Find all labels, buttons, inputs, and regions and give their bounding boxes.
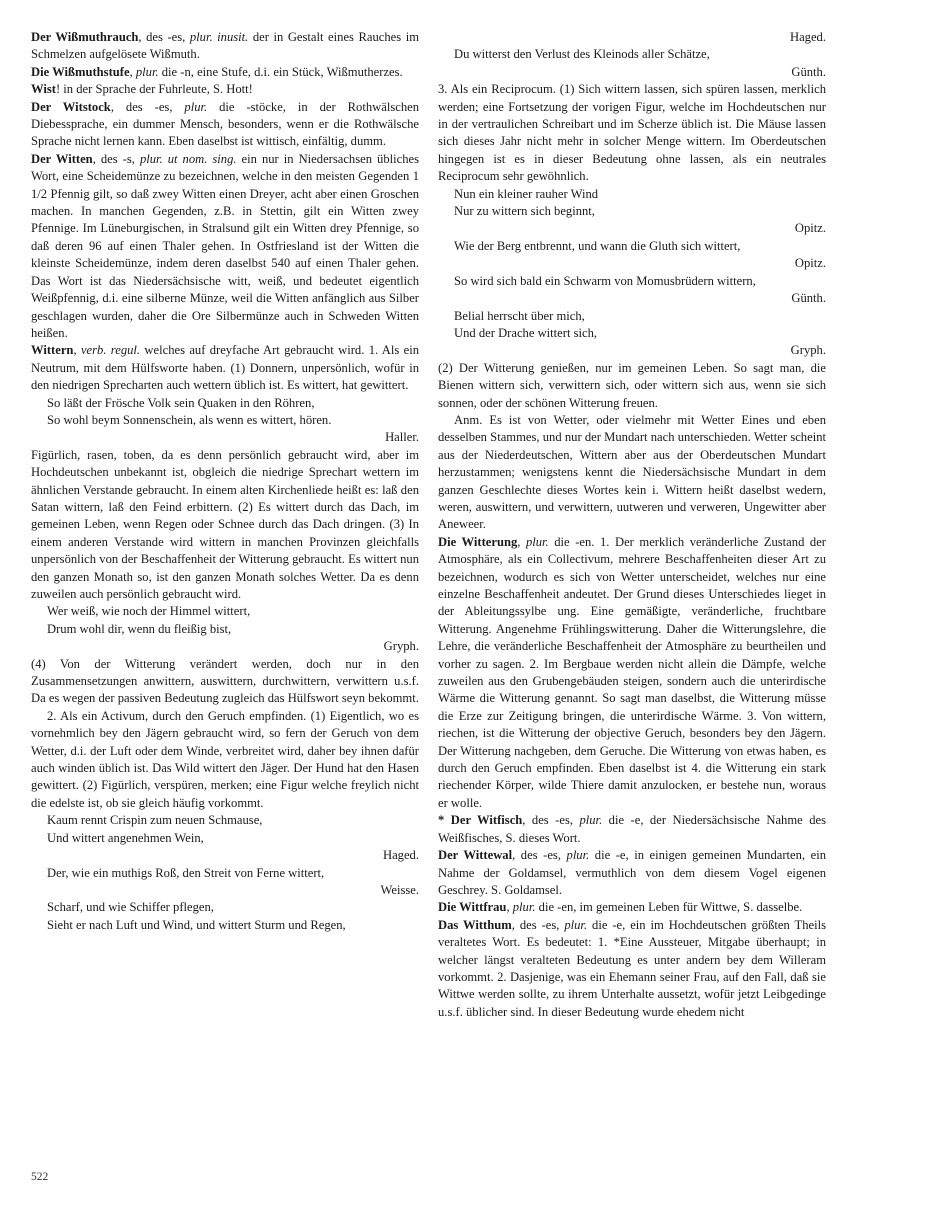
- quote-author: Opitz.: [794, 256, 826, 271]
- dictionary-entry: [31, 342, 419, 394]
- verse-line: Und der Drache wittert sich,: [454, 325, 598, 340]
- entry-text: , des -es,: [512, 848, 567, 863]
- headword: Die Wißmuthstufe: [31, 64, 130, 79]
- entry-text: ,: [506, 900, 513, 915]
- entry-text: , des -es,: [110, 99, 185, 114]
- grammar-note: plur.: [579, 813, 603, 828]
- grammar-note: verb. regul.: [80, 343, 141, 358]
- dictionary-entry: [438, 917, 826, 1021]
- entry-text: der in Gestalt eines Rauches im Schmelzen aufgelösete Wißmuth.: [31, 30, 419, 62]
- headword: Wist: [31, 82, 56, 97]
- dictionary-entry: [438, 812, 826, 847]
- verse-line: Scharf, und wie Schiffer pflegen,: [47, 900, 214, 915]
- verse-line: Drum wohl dir, wenn du fleißig bist,: [47, 621, 232, 636]
- headword: Wittern: [31, 343, 74, 358]
- headword: Die Witterung: [438, 534, 518, 549]
- dictionary-entry: [31, 81, 419, 98]
- entry-text: , des -es,: [522, 813, 580, 828]
- verse-line: Und wittert angenehmen Wein,: [47, 830, 204, 845]
- quote-author: Günth.: [791, 64, 826, 79]
- quote-author: Haged.: [789, 30, 826, 44]
- paragraph: Figürlich, rasen, toben, da es denn persönlich gebraucht wird, aber im Hochdeutschen unbekannt ist, obgleich die niedrige Sprechart wettern im ähnlichen Verstande gebraucht. In einem alten Kirchenliede heißt es: laß den Satan wittern, laß den Feind erbittern. (2) Es wittert durch das Dach, im gemeinen Leben, wenn Regen oder Schnee durch das Dach dringen. (3) In einem anderen Verstande wird wittern in manchen Provinzen gleichfalls unpersönlich von der Beschaffenheit der Witterung gebraucht. Es wittert nun den ganzen Monath so, ist den ganzen Monath solches Wetter. Da es denn zuweilen auch persönlich gebraucht wird.: [31, 447, 419, 601]
- verse-line: Der, wie ein muthigs Roß, den Streit von Ferne wittert,: [47, 865, 325, 880]
- grammar-note: plur.: [525, 534, 549, 549]
- quote-author: Gryph.: [790, 343, 826, 358]
- headword: Die Wittfrau: [438, 900, 507, 915]
- entry-text: ,: [73, 343, 81, 358]
- grammar-note: plur. ut nom. sing.: [139, 151, 237, 166]
- verse-line: So wohl beym Sonnenschein, als wenn es wittert, hören.: [47, 412, 332, 427]
- grammar-note: plur. inusit.: [189, 30, 249, 44]
- verse-line: Kaum rennt Crispin zum neuen Schmause,: [47, 813, 263, 828]
- paragraph: Anm. Es ist von Wetter, oder vielmehr mit Wetter Eines und eben desselben Stammes, und nur der Mundart nach unterschieden. Wetter scheint aus der Niederdeutschen, Wittern aber aus der Oberdeutschen Mundart herzustammen; wenigstens kennt die Niedersächsische Mundart in dem ganzen Geschlechte dieses Wortes kein i. Wittern heißt daselbst wedern, weren, auswittern, und verwittern, uutweren und verweren, Ungewitter aber Aneweer.: [438, 412, 826, 532]
- dictionary-entry: [31, 99, 419, 151]
- grammar-note: plur.: [135, 64, 159, 79]
- entry-text: die -en, im gemeinen Leben für Wittwe, S. dasselbe.: [535, 900, 803, 915]
- headword: Das Witthum: [438, 917, 512, 932]
- verse-line: Du witterst den Verlust des Kleinods aller Schätze,: [454, 47, 710, 62]
- verse-line: So wird sich bald ein Schwarm von Momusbrüdern wittern,: [454, 273, 756, 288]
- headword: Der Witten: [31, 151, 93, 166]
- verse-line: Nun ein kleiner rauher Wind: [454, 186, 599, 201]
- entry-text: die -n, eine Stufe, d.i. ein Stück, Wißmutherzes.: [158, 64, 403, 79]
- paragraph: (4) Von der Witterung verändert werden, doch nur in den Zusammensetzungen anwittern, auswittern, durchwittern, verwittern u.s.f. Da es wegen der passiven Bedeutung zugleich das Hülfswort seyn bekommt.: [31, 656, 419, 706]
- headword: Der Wittewal: [438, 848, 513, 863]
- entry-text: welches auf dreyfache Art gebraucht wird. 1. Als ein Neutrum, mit dem Hülfsworte haben. (1) Donnern, unpersönlich, wofür in den niedrigen Sprecharten auch wettern üblich ist. Es wittert, hat gewittert.: [31, 343, 419, 393]
- page-number: 522: [31, 1171, 49, 1183]
- grammar-note: plur.: [564, 917, 588, 932]
- verse-line: So läßt der Frösche Volk sein Quaken in den Röhren,: [47, 395, 315, 410]
- entry-text: die -stöcke, in der Rothwälschen Diebessprache, ein dummer Mensch, besonders, wenn er die Rothwälsche Sprache nicht lernen kann. Eben daselbst ist wittisch, einfältig, dumm.: [31, 99, 420, 149]
- dictionary-entry: [438, 847, 826, 899]
- entry-text: ,: [517, 534, 526, 549]
- headword: * Der Witfisch: [438, 813, 523, 828]
- verse-line: Wie der Berg entbrennt, und wann die Gluth sich wittert,: [454, 238, 741, 253]
- verse-line: Nur zu wittern sich beginnt,: [454, 204, 595, 219]
- grammar-note: plur.: [566, 848, 590, 863]
- right-column: [438, 29, 826, 1021]
- quote-author: Opitz.: [794, 221, 826, 236]
- paragraph: 3. Als ein Reciprocum. (1) Sich wittern lassen, sich spüren lassen, merklich werden; eine Fortsetzung der vorigen Figur, welche im Hochdeutschen nur in der vertraulichen Schreibart und im Scherze üblich ist. Die Mäuse lassen sich dieses Jahr nicht mehr in solcher Menge wittern. Im Oberdeutschen hingegen ist es in dieser Bedeutung ohne lassen, als ein neutrales Reciprocum sehr gewöhnlich.: [438, 82, 826, 184]
- entry-text: ein nur in Niedersachsen übliches Wort, eine Scheidemünze zu bezeichnen, welche in den meisten Gegenden 1 1/2 Pfennig gilt, so daß zwey Witten einen Dreyer, acht aber einen Groschen machen. In manchen Gegenden, z.B. in Stettin, gilt ein Witten zwey Pfennige. Im Lüneburgischen, in Stralsund gilt ein Witten drey Pfennige, so daß deren 96 auf einen Thaler gehen. In Ostfriesland ist der Witten die kleinste Scheidemünze, indem deren daselbst 540 auf einen Thaler gehen. Das Wort ist das Niedersächsische witt, weiß, und bedeutet eigentlich Weißpfennig, d.i. eine silberne Münze, weil die Witten anfänglich aus Silber geschlagen wurden, daher die Ore Silbermünze auch in Schweden Witten heißen.: [31, 151, 420, 340]
- entry-text: die -e, der Niedersächsische Nahme des Weißfisches, S. dieses Wort.: [438, 813, 826, 845]
- verse-line: Sieht er nach Luft und Wind, und wittert Sturm und Regen,: [47, 917, 346, 932]
- verse-line: Belial herrscht über mich,: [454, 308, 585, 323]
- headword: Der Wißmuthrauch: [31, 30, 139, 44]
- paragraph: 2. Als ein Activum, durch den Geruch empfinden. (1) Eigentlich, wo es vornehmlich bey den Jägern gebraucht wird, so fern der Geruch von dem Wetter, d.i. der Luft oder dem Winde, verbreitet wird, daher bey ihnen dafür auch winden üblich ist. Das Wild wittert den Jäger. Der Hund hat den Hasen gewittert. (2) Figürlich, verspüren, merken; eine Figur welche freylich nicht die edelste ist, ob sie gleich häufig vorkommt.: [31, 708, 419, 810]
- quote-author: Weisse.: [380, 882, 419, 897]
- headword: Der Witstock: [31, 99, 111, 114]
- grammar-note: plur.: [184, 99, 208, 114]
- paragraph: (2) Der Witterung genießen, nur im gemeinen Leben. So sagt man, die Bienen wittern sich, verwittern sich, oder wittern sich aus, wenn sie sich sonnen, oder der schönen Witterung freuen.: [438, 360, 826, 410]
- verse-line: Wer weiß, wie noch der Himmel wittert,: [47, 604, 251, 619]
- dictionary-entry: [31, 151, 419, 342]
- entry-text: , des -s,: [92, 151, 140, 166]
- left-column: [31, 29, 419, 934]
- entry-text: die -e, in einigen gemeinen Mundarten, ein Nahme der Goldamsel, vermuthlich von dem diesem Vogel eigenen Geschrey. S. Goldamsel.: [438, 848, 827, 897]
- dictionary-entry: [438, 899, 826, 916]
- entry-text: ,: [129, 64, 136, 79]
- dictionary-entry: [438, 534, 826, 813]
- entry-text: , des -es,: [511, 917, 565, 932]
- quote-author: Haged.: [382, 848, 419, 863]
- quote-author: Günth.: [791, 291, 826, 306]
- dictionary-entry: [31, 29, 419, 64]
- quote-author: Haller.: [385, 430, 419, 445]
- entry-text: die -en. 1. Der merklich veränderliche Zustand der Atmosphäre, als ein Collectivum, mehrere Beschaffenheiten dieser Art zu bezeichnen, wodurch es sich von Wetter unterscheidet, welches nur eine einzelne Beschaffenheit andeutet. Der Grund dieses Unterschiedes lieget in der Ableitungssylbe ung. Eine gemäßigte, veränderliche, fruchtbare Witterung. Angenehme Frühlingswitterung. Daher die Witterungslehre, die Lehre, die veränderliche Beschaffenheit der Atmosphäre zu beurtheilen und vorher zu sagen. 2. Im Bergbaue werden nicht allein die Dämpfe, welche zuweilen aus den Grubengebäuden steigen, sondern auch die unterirdische Wärme die Witterung genannt. So sagt man daselbst, die Witterung müsse die Erze zur Zeitigung bringen, die unterirdische Wärme. 3. Von wittern, riechen, ist die Witterung der objective Geruch, besonders bey den Jägern. Der Witterung nachgeben, dem Geruche. Die Witterung von etwas haben, es durch den Geruch empfinden. Eben daselbst ist 4. die Witterung ein stark riechender Körper, wilde Thiere damit anzulocken, er bestehe nun, woraus er wolle.: [438, 534, 827, 810]
- quote-author: Gryph.: [383, 639, 419, 654]
- grammar-note: plur.: [512, 900, 536, 915]
- dictionary-entry: [31, 64, 419, 81]
- entry-text: ! in der Sprache der Fuhrleute, S. Hott!: [55, 82, 253, 97]
- entry-text: die -e, ein im Hochdeutschen größten Theils veraltetes Wort. Es bedeutet: 1. *Eine Aussteuer, Mitgabe überhaupt; in welcher längst veralteten Bedeutung es unter andern bey dem Willeram vorkommt. 2. Dasjenige, was ein Ehemann seiner Frau, auf den Fall, daß sie Wittwe werden sollte, zu ihrem Unterhalte aussetzt, wofür jetzt Leibgedinge u.s.f. üblicher sind. In dieser Bedeutung wurde ehedem nicht: [438, 917, 826, 1019]
- entry-text: , des -es,: [138, 30, 190, 44]
